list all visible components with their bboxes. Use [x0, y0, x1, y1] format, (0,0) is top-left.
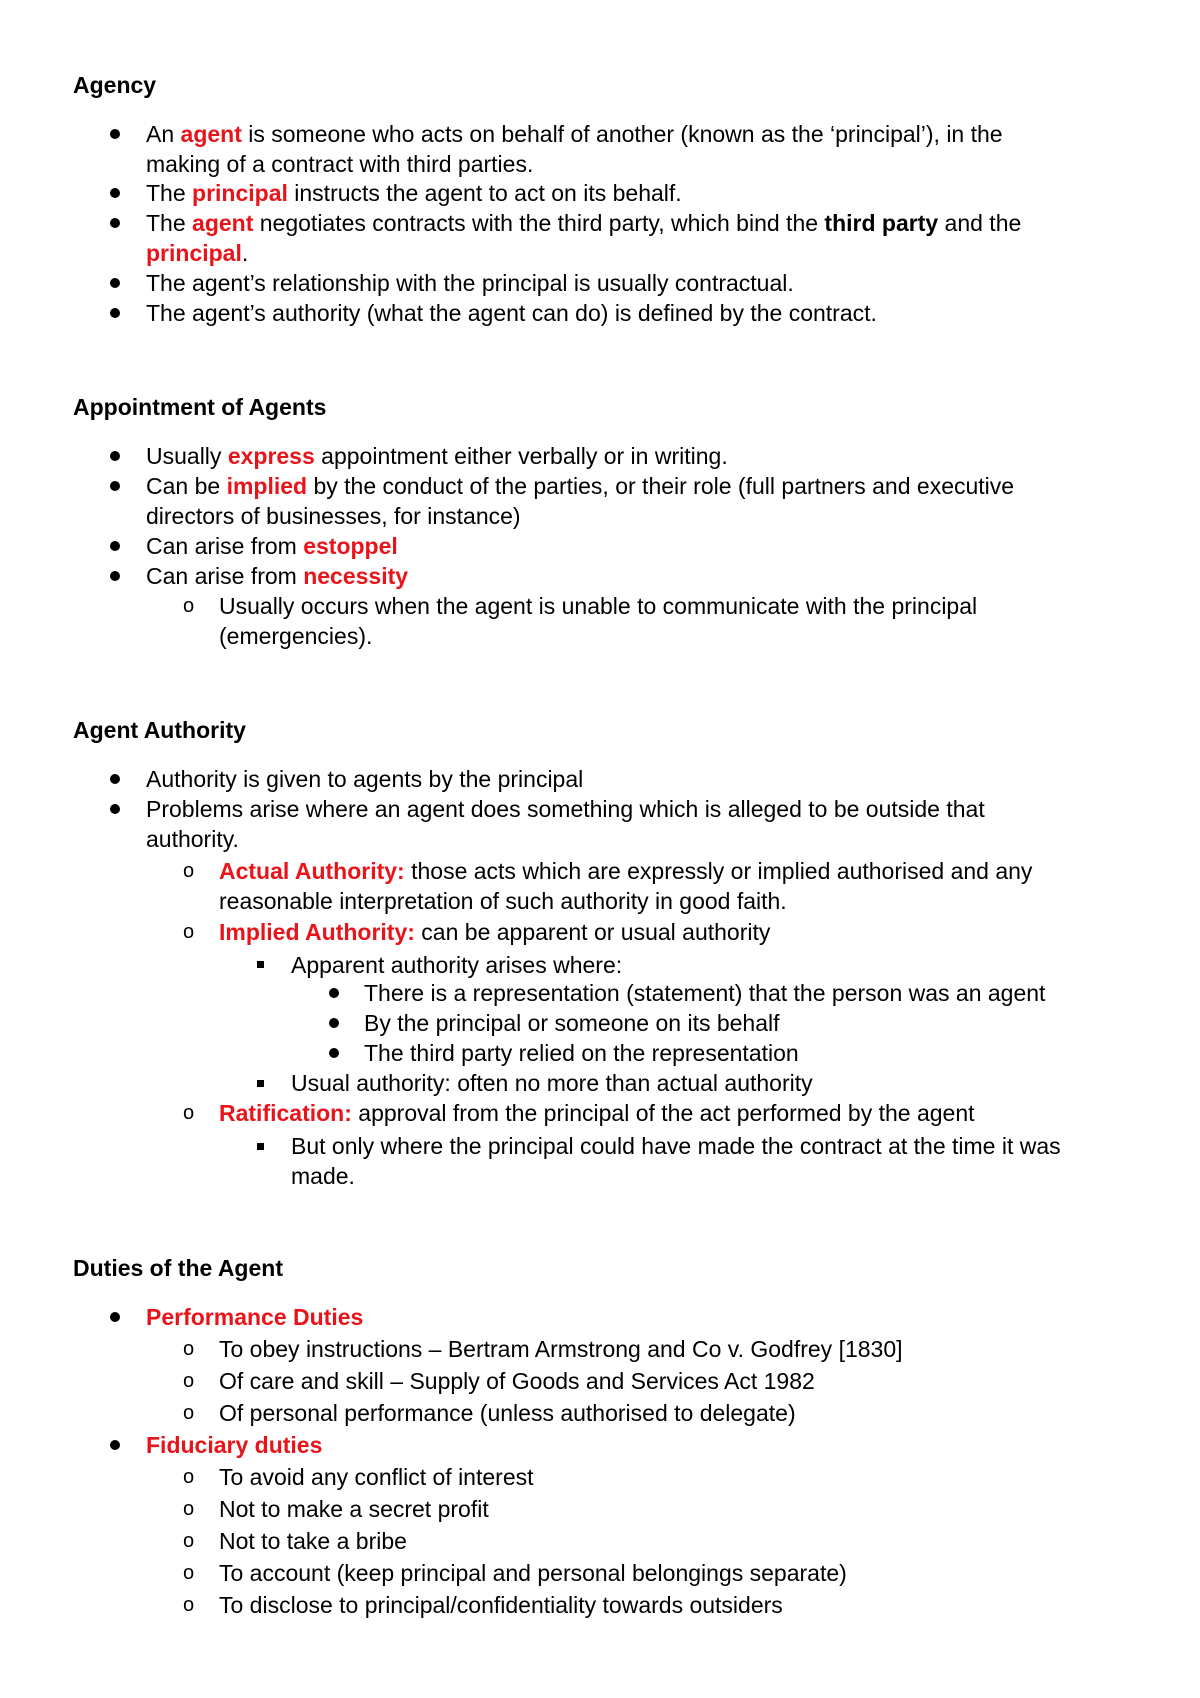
circle-bullet-icon: o	[183, 860, 195, 882]
text: Can be	[146, 473, 227, 499]
bullet-icon	[110, 774, 120, 784]
circle-bullet-icon: o	[183, 1102, 195, 1124]
list-item: Of care and skill – Supply of Goods and Services Act 1982	[219, 1368, 815, 1394]
list-item	[146, 1302, 363, 1332]
bullet-icon	[110, 218, 120, 228]
circle-bullet-icon: o	[183, 1338, 195, 1360]
list-item: Not to take a bribe	[219, 1528, 407, 1554]
list-item: Not to make a secret profit	[219, 1496, 489, 1522]
text: approval from the principal of the act performed by the agent	[351, 1100, 975, 1126]
text: reasonable interpretation of such authority in good faith.	[219, 888, 787, 914]
circle-bullet-icon: o	[183, 1562, 195, 1584]
circle-bullet-icon: o	[183, 1370, 195, 1392]
keyword: third party	[824, 210, 939, 236]
list-item	[219, 591, 977, 651]
bullet-icon	[110, 571, 120, 581]
keyword: Ratification:	[219, 1100, 352, 1126]
text: by the conduct of the parties, or their role (full partners and executive	[307, 473, 1015, 499]
circle-bullet-icon: o	[183, 1402, 195, 1424]
bullet-icon	[110, 1440, 120, 1450]
circle-bullet-icon: o	[183, 1498, 195, 1520]
square-bullet-icon	[257, 961, 264, 968]
list-item	[146, 531, 398, 561]
section-heading-appointment: Appointment of Agents	[73, 394, 327, 420]
keyword: Fiduciary duties	[146, 1432, 323, 1458]
list-item: To avoid any conflict of interest	[219, 1464, 534, 1490]
text: But only where the principal could have made the contract at the time it was	[291, 1133, 1061, 1159]
text: Usually occurs when the agent is unable to communicate with the principal	[219, 593, 978, 619]
bullet-icon	[110, 278, 120, 288]
list-item	[146, 471, 1014, 531]
list-item	[219, 1098, 975, 1128]
bullet-icon	[110, 541, 120, 551]
text: The	[146, 180, 193, 206]
keyword: Implied Authority:	[219, 919, 415, 945]
circle-bullet-icon: o	[183, 1594, 195, 1616]
list-item: The agent’s relationship with the principal is usually contractual.	[146, 270, 794, 296]
text: making of a contract with third parties.	[146, 151, 534, 177]
list-item	[146, 561, 408, 591]
section-heading-authority: Agent Authority	[73, 717, 246, 743]
list-item: Authority is given to agents by the principal	[146, 766, 584, 792]
keyword: principal	[192, 180, 288, 206]
bullet-icon	[110, 129, 120, 139]
text: Can arise from	[146, 563, 304, 589]
list-item: Apparent authority arises where:	[291, 952, 623, 978]
text: Usually	[146, 443, 228, 469]
list-item: The agent’s authority (what the agent can do) is defined by the contract.	[146, 300, 877, 326]
text: An	[146, 121, 181, 147]
text: instructs the agent to act on its behalf.	[287, 180, 682, 206]
list-item: By the principal or someone on its behalf	[364, 1010, 780, 1036]
text: .	[241, 240, 249, 266]
text: Problems arise where an agent does something which is alleged to be outside that	[146, 796, 985, 822]
keyword: principal	[146, 240, 242, 266]
square-bullet-icon	[257, 1080, 264, 1087]
list-item: There is a representation (statement) that the person was an agent	[364, 980, 1046, 1006]
list-item	[219, 856, 1032, 916]
list-item	[146, 794, 985, 854]
circle-bullet-icon: o	[183, 921, 195, 943]
list-item	[146, 1430, 322, 1460]
text: made.	[291, 1163, 355, 1189]
text: is someone who acts on behalf of another (known as the ‘principal’), in the	[241, 121, 1003, 147]
text: negotiates contracts with the third party, which bind the	[253, 210, 825, 236]
text: appointment either verbally or in writing.	[314, 443, 728, 469]
list-item: To disclose to principal/confidentiality towards outsiders	[219, 1592, 783, 1618]
bullet-icon	[329, 988, 339, 998]
keyword: Actual Authority:	[219, 858, 405, 884]
text: and the	[938, 210, 1022, 236]
circle-bullet-icon: o	[183, 595, 195, 617]
text: Can arise from	[146, 533, 304, 559]
list-item	[291, 1131, 1061, 1191]
text: those acts which are expressly or implied authorised and any	[404, 858, 1033, 884]
text: directors of businesses, for instance)	[146, 503, 521, 529]
list-item	[219, 917, 770, 947]
keyword: express	[227, 443, 315, 469]
section-heading-duties: Duties of the Agent	[73, 1255, 283, 1281]
list-item: To account (keep principal and personal belongings separate)	[219, 1560, 847, 1586]
keyword: necessity	[303, 563, 409, 589]
text: can be apparent or usual authority	[414, 919, 771, 945]
circle-bullet-icon: o	[183, 1530, 195, 1552]
section-heading-agency: Agency	[73, 72, 157, 98]
text: (emergencies).	[219, 623, 373, 649]
keyword: agent	[180, 121, 242, 147]
list-item	[146, 208, 1021, 268]
list-item: Of personal performance (unless authorised to delegate)	[219, 1400, 796, 1426]
list-item	[146, 178, 682, 208]
bullet-icon	[110, 188, 120, 198]
keyword: estoppel	[303, 533, 398, 559]
list-item	[146, 119, 1003, 179]
keyword: agent	[192, 210, 254, 236]
text: The	[146, 210, 193, 236]
list-item: Usual authority: often no more than actual authority	[291, 1070, 813, 1096]
bullet-icon	[329, 1048, 339, 1058]
keyword: Performance Duties	[146, 1304, 364, 1330]
keyword: implied	[226, 473, 308, 499]
bullet-icon	[110, 481, 120, 491]
square-bullet-icon	[257, 1143, 264, 1150]
bullet-icon	[110, 1312, 120, 1322]
bullet-icon	[329, 1018, 339, 1028]
circle-bullet-icon: o	[183, 1466, 195, 1488]
list-item: The third party relied on the representation	[364, 1040, 799, 1066]
list-item: To obey instructions – Bertram Armstrong and Co v. Godfrey [1830]	[219, 1336, 903, 1362]
bullet-icon	[110, 308, 120, 318]
bullet-icon	[110, 804, 120, 814]
bullet-icon	[110, 451, 120, 461]
text: authority.	[146, 826, 239, 852]
list-item	[146, 441, 728, 471]
